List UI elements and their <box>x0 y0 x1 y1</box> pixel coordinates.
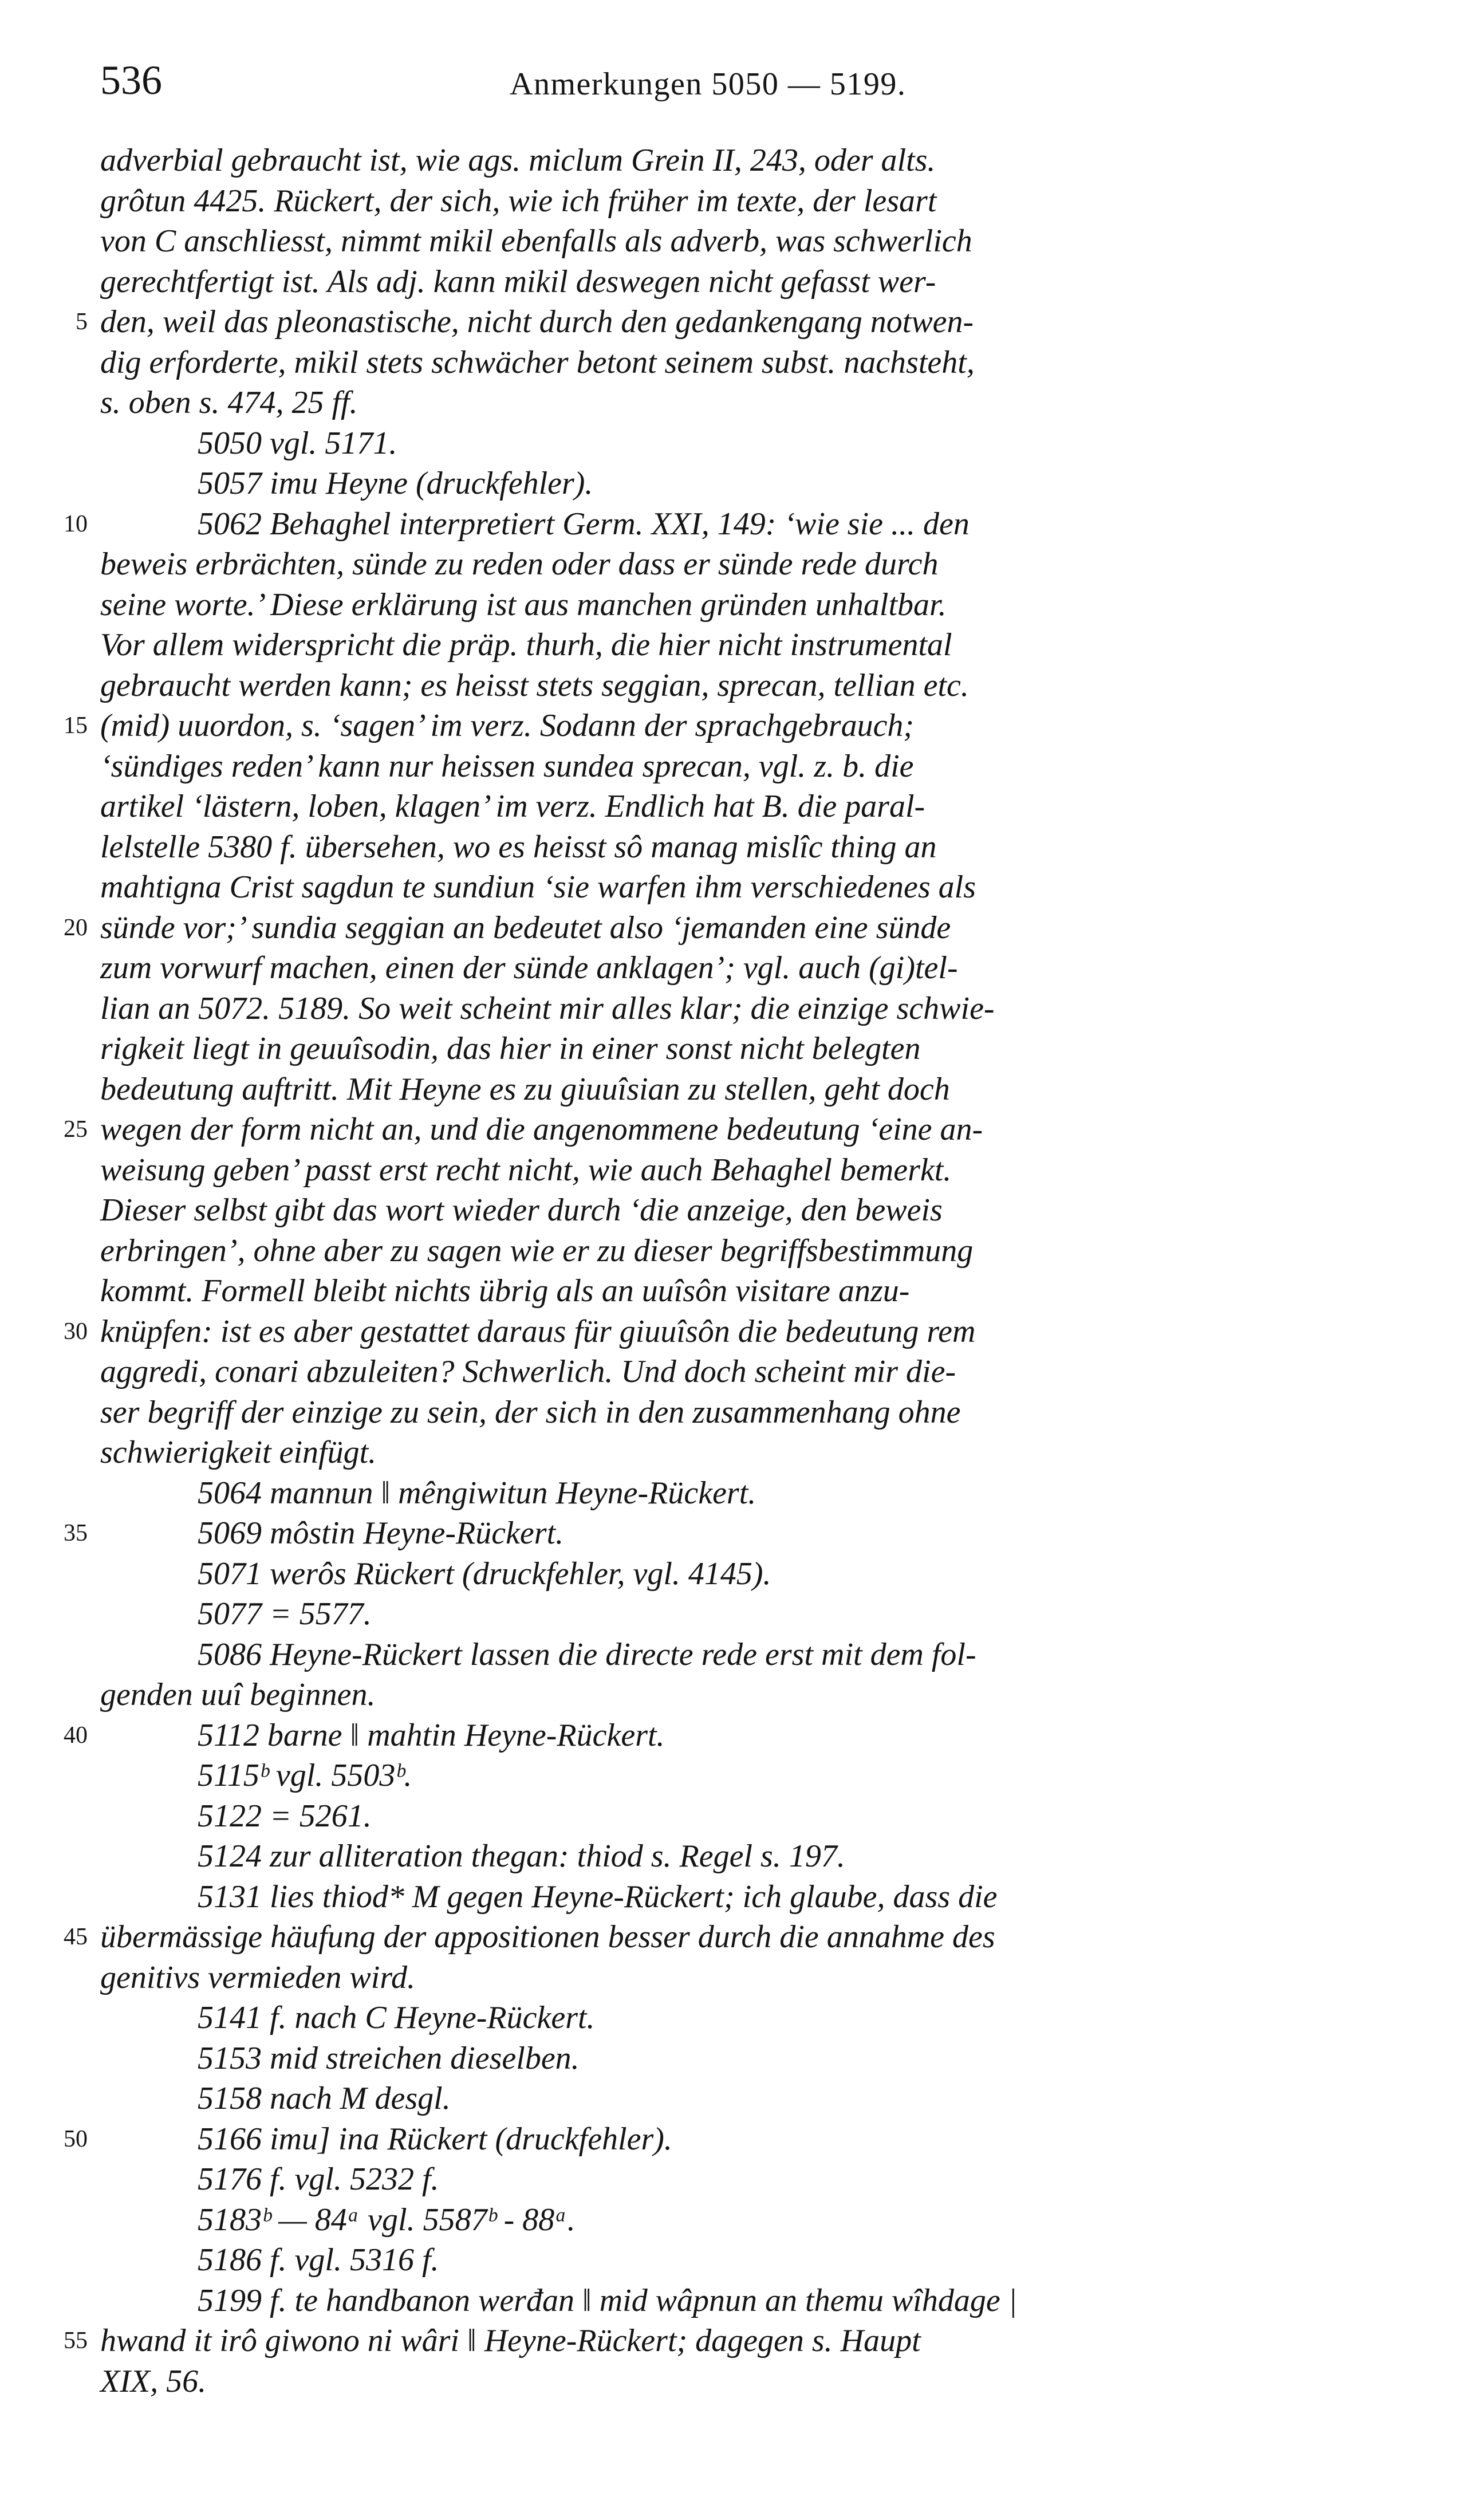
line-text: grôtun 4425. Rückert, der sich, wie ich früher im texte, der lesart <box>100 183 937 219</box>
line-text: von C anschliesst, nimmt mikil ebenfalls als adverb, was schwerlich <box>100 223 972 259</box>
text-line <box>100 827 1394 868</box>
text-line <box>100 1190 1394 1231</box>
annotation-text-block <box>64 140 1394 2401</box>
line-text: 5069 môstin Heyne-Rückert. <box>198 1515 564 1551</box>
text-line <box>76 302 1394 342</box>
line-text: 5183ᵇ — 84ᵃ vgl. 5587ᵇ - 88ᵃ. <box>198 2202 576 2238</box>
line-text: seine worte.’ Diese erklärung ist aus manchen gründen unhaltbar. <box>100 586 947 623</box>
line-text: knüpfen: ist es aber gestattet daraus für giuuîsôn die bedeutung rem <box>100 1313 976 1349</box>
text-line <box>100 1554 1394 1594</box>
line-text: genden uuî beginnen. <box>100 1677 376 1712</box>
line-text: 5158 nach M desgl. <box>198 2081 451 2116</box>
line-number: 25 <box>64 1116 88 1143</box>
text-line <box>100 1432 1394 1473</box>
line-text: gerechtfertigt ist. Als adj. kann mikil deswegen nicht gefasst wer- <box>100 263 936 300</box>
text-line <box>100 2038 1394 2079</box>
text-line <box>100 383 1394 423</box>
text-line <box>100 1473 1394 1514</box>
text-line <box>100 262 1394 302</box>
line-text: adverbial gebraucht ist, wie ags. miclum Grein II, 243, oder alts. <box>100 143 936 178</box>
running-head: Anmerkungen 5050 — 5199. <box>510 66 907 102</box>
text-line <box>100 1594 1394 1635</box>
line-text: 5115ᵇ vgl. 5503ᵇ. <box>198 1758 412 1793</box>
text-line <box>100 2361 1394 2402</box>
text-line <box>100 1069 1394 1110</box>
line-text: 5131 lies thiod* M gegen Heyne-Rückert; ich glaube, dass die <box>198 1879 998 1915</box>
line-text: Dieser selbst gibt das wort wieder durch ‘die anzeige, den beweis <box>100 1192 943 1228</box>
text-line <box>100 746 1394 787</box>
line-text: sünde vor;’ sundia seggian an bedeutet also ‘jemanden eine sünde <box>100 909 951 946</box>
text-line <box>100 786 1394 827</box>
line-text: dig erforderte, mikil stets schwächer betont seinem subst. nachsteht, <box>100 344 975 380</box>
text-line <box>64 1917 1394 1958</box>
line-text: 5186 f. vgl. 5316 f. <box>198 2242 439 2278</box>
line-text: genitivs vermieden wird. <box>100 1959 416 1995</box>
text-line <box>64 504 1394 545</box>
text-line <box>100 2078 1394 2119</box>
line-text: (mid) uuordon, s. ‘sagen’ im verz. Sodann der sprachgebrauch; <box>100 708 915 743</box>
text-line <box>100 181 1394 222</box>
line-text: gebraucht werden kann; es heisst stets seggian, sprecan, tellian etc. <box>100 667 969 703</box>
line-text: bedeutung auftritt. Mit Heyne es zu giuuîsian zu stellen, geht doch <box>100 1071 950 1107</box>
line-text: lian an 5072. 5189. So weit scheint mir alles klar; die einzige schwie- <box>100 990 995 1026</box>
line-number: 5 <box>76 309 88 335</box>
line-text: s. oben s. 474, 25 ff. <box>100 385 358 420</box>
text-line <box>100 1231 1394 1271</box>
line-number: 50 <box>64 2125 88 2152</box>
text-line <box>100 1755 1394 1796</box>
page-number: 536 <box>100 57 162 103</box>
line-text: XIX, 56. <box>100 2363 207 2399</box>
text-line <box>100 1271 1394 1312</box>
line-number: 10 <box>64 510 88 537</box>
text-line <box>100 1150 1394 1191</box>
text-line <box>64 1715 1394 1756</box>
text-line <box>100 867 1394 908</box>
line-text: wegen der form nicht an, und die angenommene bedeutung ‘eine an- <box>100 1112 983 1147</box>
text-line <box>64 1109 1394 1150</box>
line-text: weisung geben’ passt erst recht nicht, wie auch Behaghel bemerkt. <box>100 1152 952 1188</box>
line-text: zum vorwurf machen, einen der sünde anklagen’; vgl. auch (gi)tel- <box>100 950 958 986</box>
text-line <box>100 423 1394 464</box>
text-line <box>100 544 1394 585</box>
line-number: 45 <box>64 1924 88 1950</box>
line-text: 5112 barne ‖ mahtin Heyne-Rückert. <box>198 1717 665 1753</box>
line-text: 5176 f. vgl. 5232 f. <box>198 2161 439 2197</box>
line-text: den, weil das pleonastische, nicht durch den gedankengang notwen- <box>100 304 974 340</box>
text-line <box>100 1958 1394 1998</box>
text-line <box>100 1877 1394 1917</box>
line-text: 5062 Behaghel interpretiert Germ. XXI, 149: ‘wie sie ... den <box>198 506 970 542</box>
line-text: 5122 = 5261. <box>198 1798 372 1834</box>
text-line <box>100 1675 1394 1715</box>
text-line <box>64 706 1394 746</box>
line-text: 5086 Heyne-Rückert lassen die directe rede erst mit dem fol- <box>198 1636 976 1672</box>
line-text: schwierigkeit einfügt. <box>100 1435 377 1470</box>
text-line <box>100 140 1394 181</box>
line-text: 5057 imu Heyne (druckfehler). <box>198 466 593 501</box>
text-line <box>100 463 1394 504</box>
line-text: beweis erbrächten, sünde zu reden oder dass er sünde rede durch <box>100 546 939 582</box>
text-line <box>100 1836 1394 1877</box>
line-number: 55 <box>64 2328 88 2354</box>
text-line <box>100 2159 1394 2200</box>
line-text: 5071 werôs Rückert (druckfehler, vgl. 4145). <box>198 1556 771 1592</box>
line-text: 5166 imu] ina Rückert (druckfehler). <box>198 2121 672 2157</box>
text-line <box>100 2240 1394 2281</box>
line-text: übermässige häufung der appositionen besser durch die annahme des <box>100 1919 995 1955</box>
text-line <box>100 342 1394 383</box>
text-line <box>100 1796 1394 1837</box>
line-text: 5199 f. te handbanon werđan ‖ mid wâpnun an themu wîhdage | <box>198 2282 1018 2318</box>
line-number: 40 <box>64 1722 88 1749</box>
line-number: 15 <box>64 712 88 739</box>
line-text: ‘sündiges reden’ kann nur heissen sundea sprecan, vgl. z. b. die <box>100 748 914 784</box>
text-line <box>100 948 1394 989</box>
text-line <box>100 1392 1394 1433</box>
text-line <box>64 1312 1394 1352</box>
text-line <box>64 908 1394 948</box>
line-text: 5141 f. nach C Heyne-Rückert. <box>198 2000 595 2035</box>
text-line <box>100 585 1394 625</box>
text-line <box>100 1998 1394 2038</box>
text-line <box>100 1635 1394 1675</box>
line-text: 5124 zur alliteration thegan: thiod s. Regel s. 197. <box>198 1838 845 1874</box>
text-line <box>100 625 1394 666</box>
line-text: hwand it irô giwono ni wâri ‖ Heyne-Rückert; dagegen s. Haupt <box>100 2323 921 2358</box>
line-text: 5153 mid streichen dieselben. <box>198 2040 580 2076</box>
line-text: rigkeit liegt in geuuîsodin, das hier in einer sonst nicht belegten <box>100 1031 921 1066</box>
line-text: 5077 = 5577. <box>198 1596 372 1632</box>
line-text: ser begriff der einzige zu sein, der sich in den zusammenhang ohne <box>100 1394 961 1430</box>
text-line <box>100 221 1394 262</box>
line-text: mahtigna Crist sagdun te sundiun ‘sie warfen ihm verschiedenes als <box>100 869 976 905</box>
page-header <box>100 49 1394 112</box>
text-line <box>64 1513 1394 1554</box>
line-text: lelstelle 5380 f. übersehen, wo es heisst sô manag mislîc thing an <box>100 829 937 865</box>
line-text: erbringen’, ohne aber zu sagen wie er zu dieser begriffsbestimmung <box>100 1233 974 1269</box>
text-line <box>64 2119 1394 2160</box>
text-line <box>100 2200 1394 2241</box>
text-line <box>100 1352 1394 1392</box>
line-text: 5050 vgl. 5171. <box>198 425 397 461</box>
text-line <box>100 2281 1394 2321</box>
line-number: 20 <box>64 914 88 941</box>
line-text: 5064 mannun ‖ mêngiwitun Heyne-Rückert. <box>198 1475 756 1511</box>
line-number: 30 <box>64 1318 88 1345</box>
line-text: aggredi, conari abzuleiten? Schwerlich. Und doch scheint mir die- <box>100 1354 956 1389</box>
line-text: kommt. Formell bleibt nichts übrig als an uuîsôn visitare anzu- <box>100 1273 910 1309</box>
text-line <box>64 2321 1394 2361</box>
text-line <box>100 989 1394 1029</box>
text-line <box>100 1029 1394 1069</box>
line-number: 35 <box>64 1520 88 1546</box>
line-text: Vor allem widerspricht die präp. thurh, die hier nicht instrumental <box>100 627 952 663</box>
text-line <box>100 666 1394 706</box>
line-text: artikel ‘lästern, loben, klagen’ im verz. Endlich hat B. die paral- <box>100 789 925 824</box>
